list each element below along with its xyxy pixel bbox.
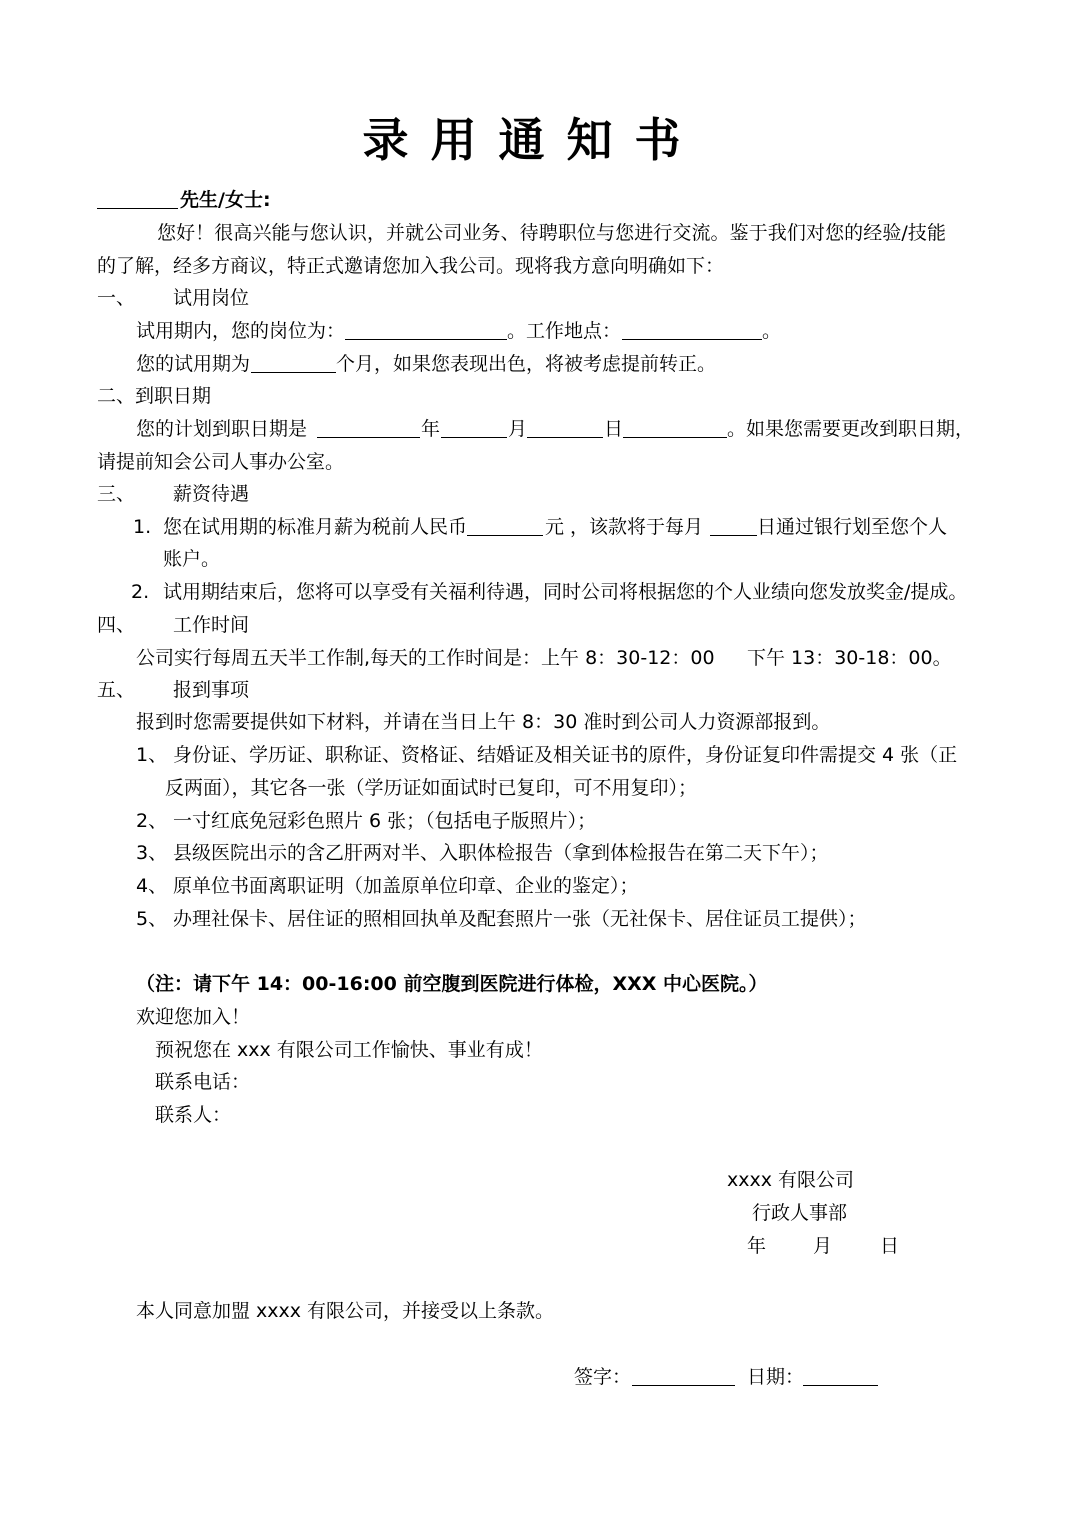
salary-item-1 bbox=[0, 514, 1080, 540]
signature-line bbox=[0, 1364, 1080, 1390]
salary-item-2-text: 试用期结束后，您将可以享受有关福利待遇，同时公司将根据您的个人业绩向您发放奖金/提成。 bbox=[163, 581, 968, 603]
list-item-number: 3、 bbox=[136, 842, 168, 864]
welcome-text: 欢迎您加入！ bbox=[136, 1006, 251, 1028]
list-item bbox=[0, 906, 1080, 932]
list-item-text: 原单位书面离职证明（加盖原单位印章、企业的鉴定）； bbox=[173, 875, 639, 897]
list-item-text: 一寸红底免冠彩色照片 6 张；（包括电子版照片）； bbox=[173, 810, 597, 832]
document-title: 录 用 通 知 书 bbox=[362, 113, 684, 167]
position-blank bbox=[345, 318, 507, 340]
probation-prefix: 您的试用期为 bbox=[136, 353, 251, 375]
start-date-line-2 bbox=[0, 449, 1080, 475]
salutation-line bbox=[0, 187, 1080, 213]
salutation-text: 先生/女士: bbox=[180, 189, 271, 211]
year-blank bbox=[317, 416, 420, 438]
issuer-department: 行政人事部 bbox=[752, 1202, 848, 1224]
start-date-suffix: 。如果您需要更改到职日期， bbox=[727, 418, 975, 440]
work-hours-morning: 公司实行每周五天半工作制,每天的工作时间是：上午 8：30-12：00 bbox=[136, 647, 715, 669]
report-intro-line bbox=[0, 709, 1080, 735]
position-line bbox=[0, 318, 1080, 344]
wish-line bbox=[0, 1037, 1080, 1063]
note-line bbox=[0, 971, 1080, 997]
issuer-company-line bbox=[0, 1167, 1080, 1193]
start-date-line bbox=[0, 416, 1080, 442]
salary-item-1-cont bbox=[0, 546, 1080, 572]
list-item-text: 办理社保卡、居住证的照相回执单及配套照片一张（无社保卡、居住证员工提供）； bbox=[173, 908, 867, 930]
agreement-text: 本人同意加盟 xxxx 有限公司，并接受以上条款。 bbox=[136, 1300, 555, 1322]
work-hours-line bbox=[0, 645, 1080, 671]
salary-amount-blank bbox=[467, 514, 543, 536]
year-label: 年 bbox=[421, 418, 441, 440]
phone-line bbox=[0, 1069, 1080, 1095]
section1-title: 试用岗位 bbox=[173, 287, 250, 309]
list-item bbox=[0, 742, 1080, 768]
section3-title: 薪资待遇 bbox=[173, 483, 250, 505]
intro-text-2: 的了解，经多方商议，特正式邀请您加入我公司。现将我方意向明确如下： bbox=[97, 255, 725, 277]
section1-heading bbox=[0, 285, 1080, 311]
list-item bbox=[0, 808, 1080, 834]
section3-number: 三、 bbox=[97, 483, 136, 505]
probation-months-blank bbox=[251, 351, 336, 373]
issue-year-label: 年 bbox=[747, 1235, 767, 1257]
salary-item-1-number: 1. bbox=[133, 516, 152, 538]
start-date-prefix: 您的计划到职日期是 bbox=[136, 418, 308, 440]
list-item-number: 4、 bbox=[136, 875, 168, 897]
list-item bbox=[0, 873, 1080, 899]
list-item-number: 1、 bbox=[136, 744, 168, 766]
pay-day-blank bbox=[710, 514, 757, 536]
salary-text-cont: 账户。 bbox=[163, 548, 221, 570]
sign-date-blank bbox=[803, 1364, 878, 1386]
issue-day-label: 日 bbox=[880, 1235, 900, 1257]
section4-number: 四、 bbox=[97, 614, 136, 636]
probation-line bbox=[0, 351, 1080, 377]
location-label: 。工作地点： bbox=[507, 320, 622, 342]
month-label: 月 bbox=[508, 418, 528, 440]
salary-text-c: 日通过银行划至您个人 bbox=[757, 516, 948, 538]
section4-heading bbox=[0, 612, 1080, 638]
section2-title: 二、到职日期 bbox=[97, 385, 212, 407]
report-intro: 报到时您需要提供如下材料，并请在当日上午 8：30 准时到公司人力资源部报到。 bbox=[136, 711, 831, 733]
issue-month-label: 月 bbox=[813, 1235, 833, 1257]
section3-heading bbox=[0, 481, 1080, 507]
section1-number: 一、 bbox=[97, 287, 136, 309]
contact-label: 联系人： bbox=[155, 1104, 232, 1126]
salary-item-2-number: 2. bbox=[131, 581, 150, 603]
sign-date-label: 日期： bbox=[747, 1366, 805, 1388]
position-label: 试用期内，您的岗位为： bbox=[136, 320, 346, 342]
salary-item-2 bbox=[0, 579, 1080, 605]
time-blank bbox=[623, 416, 727, 438]
intro-text-1: 您好！很高兴能与您认识，并就公司业务、待聘职位与您进行交流。鉴于我们对您的经验/技能 bbox=[157, 222, 946, 244]
signature-blank bbox=[632, 1364, 735, 1386]
month-blank bbox=[441, 416, 507, 438]
day-label: 日 bbox=[604, 418, 624, 440]
list-item-text: 反两面），其它各一张（学历证如面试时已复印，可不用复印）； bbox=[165, 777, 698, 799]
section2-heading bbox=[0, 383, 1080, 409]
section5-title: 报到事项 bbox=[173, 679, 250, 701]
section4-title: 工作时间 bbox=[173, 614, 250, 636]
work-hours-afternoon: 下午 13：30-18：00。 bbox=[747, 647, 952, 669]
list-item-number: 2、 bbox=[136, 810, 168, 832]
probation-suffix: 个月，如果您表现出色，将被考虑提前转正。 bbox=[336, 353, 717, 375]
location-blank bbox=[622, 318, 762, 340]
wish-text: 预祝您在 xxx 有限公司工作愉快、事业有成！ bbox=[155, 1039, 543, 1061]
list-item-text: 身份证、学历证、职称证、资格证、结婚证及相关证书的原件，身份证复印件需提交 4 张（正 bbox=[173, 744, 958, 766]
issuer-company: xxxx 有限公司 bbox=[727, 1169, 855, 1191]
section5-heading bbox=[0, 677, 1080, 703]
name-blank bbox=[97, 187, 178, 209]
list-item-cont bbox=[0, 775, 1080, 801]
issue-date-line bbox=[0, 1233, 1080, 1259]
position-line-end: 。 bbox=[762, 320, 782, 342]
agreement-line bbox=[0, 1298, 1080, 1324]
medical-exam-note: （注：请下午 14：00-16:00 前空腹到医院进行体检，XXX 中心医院。） bbox=[136, 973, 768, 995]
list-item-text: 县级医院出示的含乙肝两对半、入职体检报告（拿到体检报告在第二天下午）； bbox=[173, 842, 829, 864]
salary-text-b: 元 ，该款将于每月 bbox=[545, 516, 704, 538]
day-blank bbox=[527, 416, 603, 438]
start-date-notice: 请提前知会公司人事办公室。 bbox=[97, 451, 345, 473]
intro-line-1 bbox=[0, 220, 1080, 246]
issuer-department-line bbox=[0, 1200, 1080, 1226]
signature-label: 签字： bbox=[574, 1366, 632, 1388]
phone-label: 联系电话： bbox=[155, 1071, 251, 1093]
intro-line-2 bbox=[0, 253, 1080, 279]
welcome-line bbox=[0, 1004, 1080, 1030]
contact-line bbox=[0, 1102, 1080, 1128]
list-item-number: 5、 bbox=[136, 908, 168, 930]
section5-number: 五、 bbox=[97, 679, 136, 701]
salary-text-a: 您在试用期的标准月薪为税前人民币 bbox=[163, 516, 468, 538]
list-item bbox=[0, 840, 1080, 866]
